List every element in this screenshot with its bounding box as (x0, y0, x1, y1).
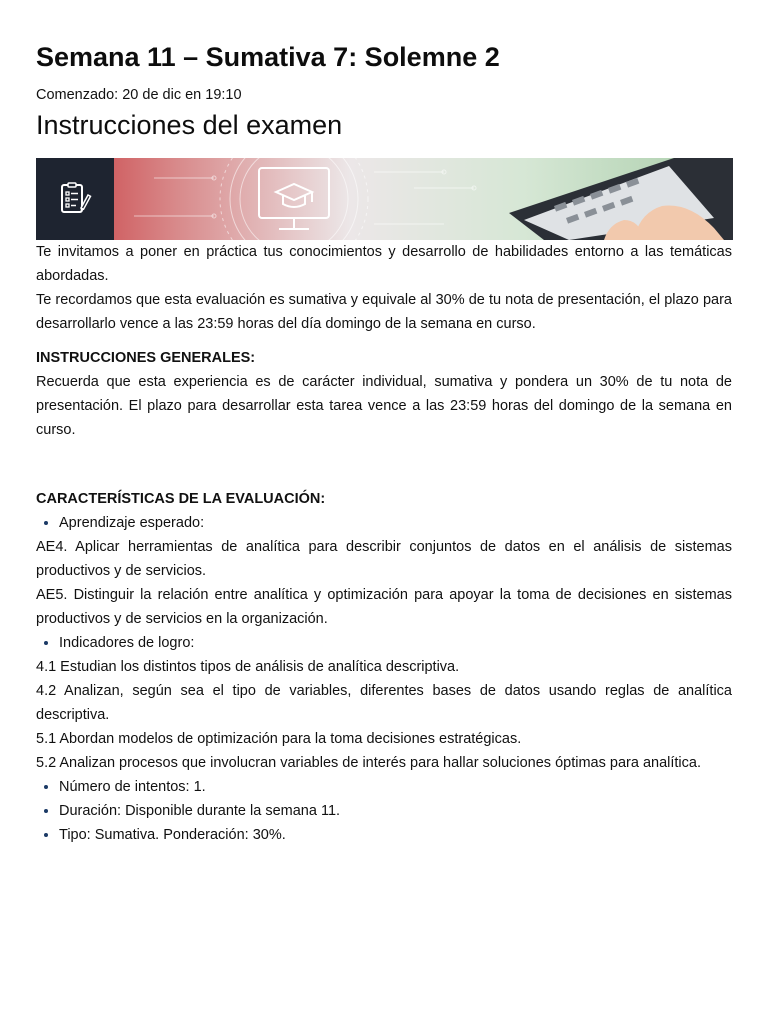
intro-paragraph: Te invitamos a poner en práctica tus conocimientos y desarrollo de habilidades entorno a las temáticas abordadas. (36, 244, 732, 284)
exam-details-list (36, 775, 732, 847)
general-instructions-heading: INSTRUCCIONES GENERALES: (36, 350, 256, 366)
tech-background-graphic (114, 158, 733, 240)
indicator-5-1: 5.1 Abordan modelos de optimización para la toma decisiones estratégicas. (36, 731, 522, 747)
ae5-text: AE5. Distinguir la relación entre analítica y optimización para apoyar la toma de decisiones en sistemas productivos y de servicios en la organización. (36, 587, 732, 627)
laptop-keyboard-hands-image (509, 158, 733, 240)
monitor-icon (259, 168, 329, 229)
indicator-4-1: 4.1 Estudian los distintos tipos de análisis de analítica descriptiva. (36, 659, 460, 675)
ae4-text: AE4. Aplicar herramientas de analítica para describir conjuntos de datos en el análisis de sistemas productivos y de servicios. (36, 539, 732, 579)
list-item: • Duración: Disponible durante la semana 11. (59, 799, 732, 823)
graduation-cap-icon (276, 184, 312, 207)
list-item: • Aprendizaje esperado: (59, 511, 732, 535)
section-title: Instrucciones del examen (36, 110, 343, 140)
exam-banner (36, 158, 733, 240)
evaluation-features-heading: CARACTERÍSTICAS DE LA EVALUACIÓN: (36, 491, 326, 507)
achievement-indicators-list (36, 631, 732, 655)
indicator-4-2: 4.2 Analizan, según sea el tipo de variables, diferentes bases de datos usando reglas de analítica descriptiva. (36, 683, 732, 723)
list-item: • Indicadores de logro: (59, 631, 732, 655)
indicator-5-2: 5.2 Analizan procesos que involucran variables de interés para hallar soluciones óptimas para analítica. (36, 755, 701, 771)
evaluation-paragraph: Te recordamos que esta evaluación es sumativa y equivale al 30% de tu nota de presentación, el plazo para desarrollarlo vence a las 23:59 horas del día domingo de la semana en curso. (36, 292, 732, 332)
page-title: Semana 11 – Sumativa 7: Solemne 2 (36, 42, 500, 72)
learning-outcome-list (36, 511, 732, 535)
exam-checklist-icon (36, 158, 114, 240)
general-instructions-paragraph: Recuerda que esta experiencia es de carácter individual, sumativa y pondera un 30% de tu nota de presentación. El plazo para desarrollar esta tarea vence a las 23:59 horas del domingo de la semana en curso. (36, 374, 732, 438)
started-timestamp: Comenzado: 20 de dic en 19:10 (36, 87, 242, 103)
list-item: • Tipo: Sumativa. Ponderación: 30%. (59, 823, 732, 847)
list-item: • Número de intentos: 1. (59, 775, 732, 799)
